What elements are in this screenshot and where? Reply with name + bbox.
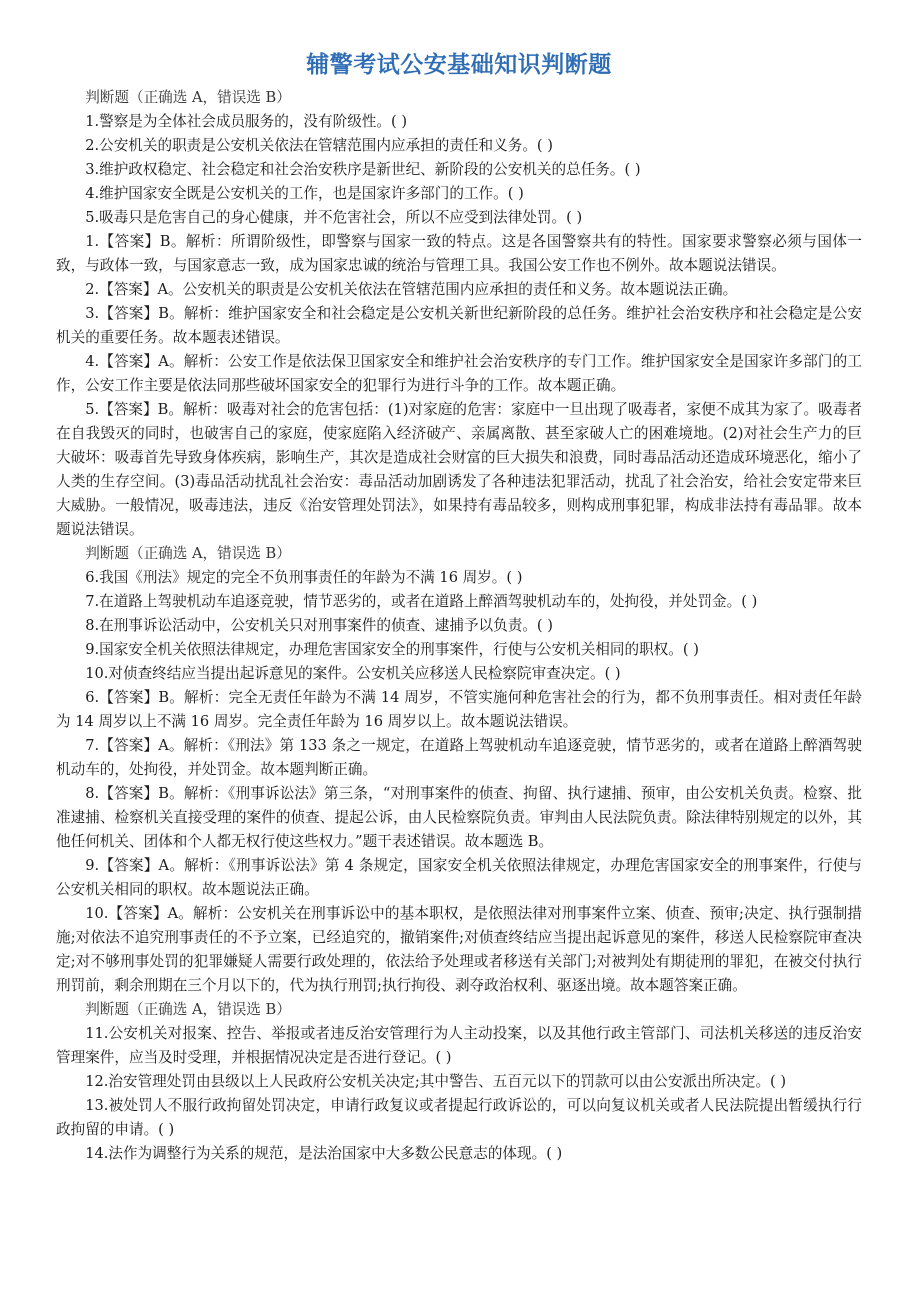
answer-item: 4.【答案】A。解析：公安工作是依法保卫国家安全和维护社会治安秩序的专门工作。维护国家安全是国家许多部门的工作，公安工作主要是依法同那些破坏国家安全的犯罪行为进行斗争的工作。故本题正确。: [56, 353, 862, 394]
answer-item: 7.【答案】A。解析：《刑法》第 133 条之一规定，在道路上驾驶机动车追逐竞驶，情节恶劣的，或者在道路上醉酒驾驶机动车的，处拘役，并处罚金。故本题判断正确。: [56, 737, 862, 778]
document-body: [56, 86, 862, 1166]
question-item: 4.维护国家安全既是公安机关的工作，也是国家许多部门的工作。( ): [85, 185, 524, 202]
question-item: 8.在刑事诉讼活动中，公安机关只对刑事案件的侦查、逮捕予以负责。( ): [85, 617, 553, 634]
answer-item: 5.【答案】B。解析：吸毒对社会的危害包括：(1)对家庭的危害：家庭中一旦出现了吸毒者，家便不成其为家了。吸毒者在自我毁灭的同时，也破害自己的家庭，使家庭陷入经济破产、亲属离散、甚至家破人亡的困难境地。(2)对社会生产力的巨大破坏：吸毒首先导致身体疾病，影响生产，其次是造成社会财富的巨大损失和浪费，同时毒品活动还造成环境恶化，缩小了人类的生存空间。(3)毒品活动扰乱社会治安：毒品活动加剧诱发了各种违法犯罪活动，扰乱了社会治安，给社会安定带来巨大威胁。一般情况，吸毒违法，违反《治安管理处罚法》，如果持有毒品较多，则构成刑事犯罪，构成非法持有毒品罪。故本题说法错误。: [56, 401, 862, 538]
question-item: 14.法作为调整行为关系的规范，是法治国家中大多数公民意志的体现。( ): [85, 1145, 563, 1162]
question-item: 11.公安机关对报案、控告、举报或者违反治安管理行为人主动投案，以及其他行政主管部门、司法机关移送的违反治安管理案件，应当及时受理，并根据情况决定是否进行登记。( ): [56, 1025, 862, 1066]
question-item: 6.我国《刑法》规定的完全不负刑事责任的年龄为不满 16 周岁。( ): [85, 569, 523, 586]
answer-item: 8.【答案】B。解析：《刑事诉讼法》第三条，“对刑事案件的侦查、拘留、执行逮捕、预审，由公安机关负责。检察、批准逮捕、检察机关直接受理的案件的侦查、提起公诉，由人民检察院负责。审判由人民法院负责。除法律特别规定的以外，其他任何机关、团体和个人都无权行使这些权力。”题干表述错误。故本题选 B。: [56, 785, 862, 850]
document-title: 辅警考试公安基础知识判断题: [306, 52, 612, 78]
section-heading: 判断题（正确选 A，错误选 B）: [85, 89, 291, 106]
question-item: 1.警察是为全体社会成员服务的，没有阶级性。( ): [85, 113, 408, 130]
question-item: 3.维护政权稳定、社会稳定和社会治安秩序是新世纪、新阶段的公安机关的总任务。( ): [85, 161, 641, 178]
answer-item: 1.【答案】B。解析：所谓阶级性，即警察与国家一致的特点。这是各国警察共有的特性。国家要求警察必须与国体一致，与政体一致，与国家意志一致，成为国家忠诚的统治与管理工具。我国公安工作也不例外。故本题说法错误。: [56, 233, 862, 274]
answer-item: 9.【答案】A。解析：《刑事诉讼法》第 4 条规定，国家安全机关依照法律规定，办理危害国家安全的刑事案件，行使与公安机关相同的职权。故本题说法正确。: [56, 857, 862, 898]
question-item: 13.被处罚人不服行政拘留处罚决定，申请行政复议或者提起行政诉讼的，可以向复议机关或者人民法院提出暂缓执行行政拘留的申请。( ): [56, 1097, 862, 1138]
section-heading: 判断题（正确选 A，错误选 B）: [85, 545, 291, 562]
question-item: 10.对侦查终结应当提出起诉意见的案件。公安机关应移送人民检察院审查决定。( ): [85, 665, 621, 682]
question-item: 7.在道路上驾驶机动车追逐竞驶，情节恶劣的，或者在道路上醉酒驾驶机动车的，处拘役，并处罚金。( ): [85, 593, 758, 610]
question-item: 5.吸毒只是危害自己的身心健康，并不危害社会，所以不应受到法律处罚。( ): [85, 209, 583, 226]
question-item: 12.治安管理处罚由县级以上人民政府公安机关决定;其中警告、五百元以下的罚款可以由公安派出所决定。( ): [85, 1073, 787, 1090]
answer-item: 6.【答案】B。解析：完全无责任年龄为不满 14 周岁，不管实施何种危害社会的行为，都不负刑事责任。相对责任年龄为 14 周岁以上不满 16 周岁。完全责任年龄为 16 周岁以上。故本题说法错误。: [56, 689, 862, 730]
question-item: 9.国家安全机关依照法律规定，办理危害国家安全的刑事案件，行使与公安机关相同的职权。( ): [85, 641, 699, 658]
answer-item: 3.【答案】B。解析：维护国家安全和社会稳定是公安机关新世纪新阶段的总任务。维护社会治安秩序和社会稳定是公安机关的重要任务。故本题表述错误。: [56, 305, 862, 346]
answer-item: 10.【答案】A。解析：公安机关在刑事诉讼中的基本职权，是依照法律对刑事案件立案、侦查、预审;决定、执行强制措施;对依法不追究刑事责任的不予立案，已经追究的，撤销案件;对侦查终结应当提出起诉意见的案件，移送人民检察院审查决定;对不够刑事处罚的犯罪嫌疑人需要行政处理的，依法给予处理或者移送有关部门;对被判处有期徒刑的罪犯，在被交付执行刑罚前，剩余刑期在三个月以下的，代为执行刑罚;执行拘役、剥夺政治权利、驱逐出境。故本题答案正确。: [56, 905, 862, 994]
section-heading: 判断题（正确选 A，错误选 B）: [85, 1001, 291, 1018]
question-item: 2.公安机关的职责是公安机关依法在管辖范围内应承担的责任和义务。( ): [85, 137, 553, 154]
answer-item: 2.【答案】A。公安机关的职责是公安机关依法在管辖范围内应承担的责任和义务。故本题说法正确。: [85, 281, 738, 298]
